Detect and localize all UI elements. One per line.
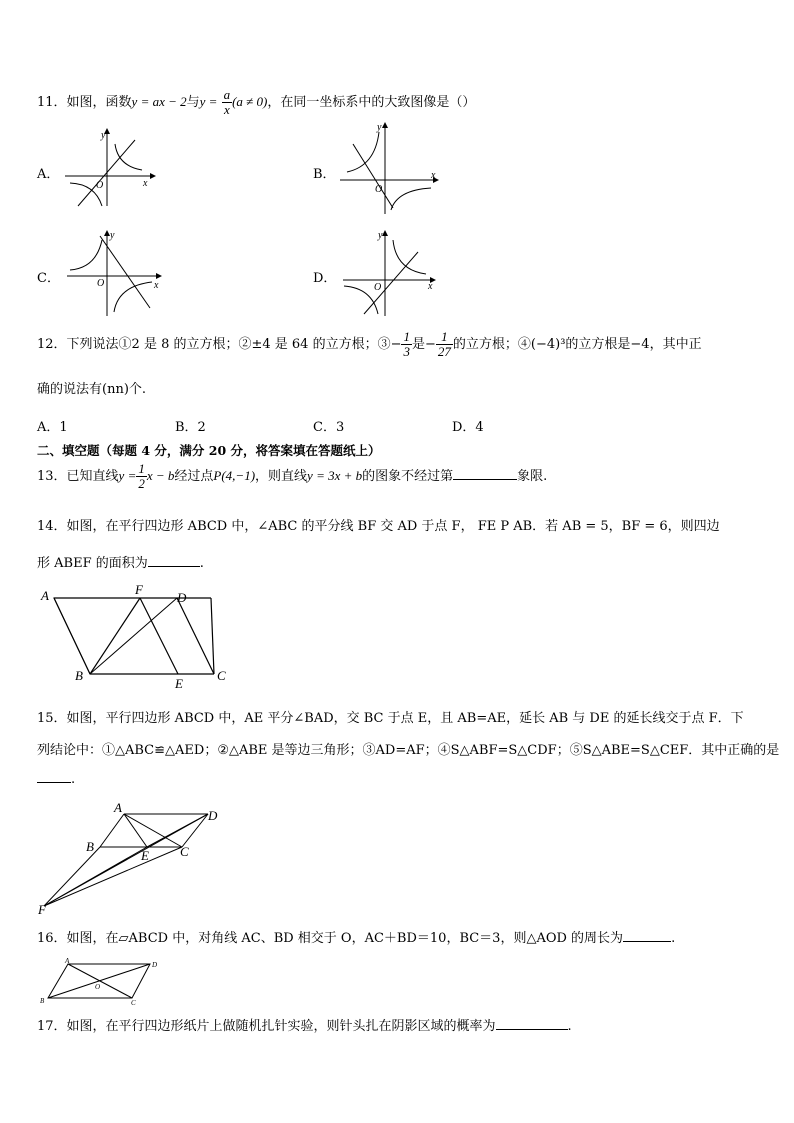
- q12-fraction-1: $\frac{1}{3}$: [403, 329, 410, 359]
- label-c: C: [217, 668, 226, 683]
- label-f: F: [135, 582, 143, 597]
- q12-option-a: A．1: [37, 420, 68, 435]
- q12-option-c: C．3: [313, 420, 345, 435]
- q12-stem-line2: 确的说法有(nn)个.: [37, 382, 147, 397]
- section-heading: 二、填空题（每题 4 分，满分 20 分，将答案填在答题纸上）: [37, 443, 381, 458]
- q15-stem-line2: 列结论中：①△ABC≌△AED；②△ABE 是等边三角形；③AD=AF；④S△ABF=S△CDF；⑤S△ABE=S△CEF．其中正确的是: [37, 743, 780, 758]
- q11-fraction: $\frac{a}{x}$: [223, 87, 231, 117]
- axis-x-label: x: [154, 280, 159, 291]
- axis-x-label: x: [431, 170, 436, 181]
- q11-option-d-label: D．: [313, 271, 337, 286]
- q16-stem: 16．如图，在▱ABCD 中，对角线 AC、BD 相交于 O，AC＋BD＝10，BC＝3，则△AOD 的周长为 .: [37, 931, 676, 946]
- axis-y-label: y: [377, 122, 382, 133]
- label-b: B: [86, 839, 94, 854]
- label-a: A: [114, 800, 122, 815]
- q17-stem: 17．如图，在平行四边形纸片上做随机扎针实验，则针头扎在阴影区域的概率为 .: [37, 1019, 572, 1034]
- axis-x-label: x: [428, 281, 433, 292]
- q11-option-c-label: C．: [37, 271, 60, 286]
- q15-answer-blank: [37, 770, 71, 783]
- q13-fraction: $\frac{1}{2}$: [138, 461, 145, 491]
- label-d: D: [152, 961, 158, 969]
- q16-answer-blank: [623, 929, 671, 942]
- label-a: A: [65, 957, 70, 965]
- label-e: E: [175, 676, 183, 690]
- origin-label: O: [97, 278, 105, 289]
- axis-y-label: y: [101, 130, 106, 141]
- label-b: B: [40, 997, 45, 1005]
- label-o: O: [95, 983, 101, 991]
- origin-label: O: [96, 180, 104, 191]
- q12-stem-line1: 12．下列说法①2 是 8 的立方根；②±4 是 64 的立方根；③− $\frac{1}{3}$ 是− $\frac{1}{27}$ 的立方根；④(−4)³的立方根是−4，其中正: [37, 329, 702, 359]
- label-c: C: [180, 844, 189, 859]
- label-e: E: [141, 848, 149, 863]
- label-c: C: [131, 999, 136, 1007]
- q13-answer-blank: [453, 467, 517, 480]
- q15-figure: [36, 798, 226, 916]
- q11-option-a-label: A．: [37, 167, 60, 182]
- q13-stem: 13．已知直线y = $\frac{1}{2}$ x − b经过点P(4,−1)，则直线y = 3x + b的图象不经过第 象限.: [37, 461, 548, 491]
- q11-graph-a: [60, 126, 160, 208]
- q14-figure: [36, 582, 236, 690]
- label-d: D: [177, 590, 187, 605]
- q14-answer-blank: [148, 554, 200, 567]
- label-b: B: [75, 668, 83, 683]
- q11-option-b-label: B．: [313, 167, 336, 182]
- q11-graph-b: [335, 118, 445, 216]
- origin-label: O: [374, 282, 382, 293]
- q12-option-d: D．4: [452, 420, 484, 435]
- axis-y-label: y: [378, 230, 383, 241]
- label-d: D: [208, 808, 218, 823]
- q15-stem-line3: .: [37, 770, 75, 787]
- q17-answer-blank: [496, 1017, 568, 1030]
- q14-stem-line1: 14．如图，在平行四边形 ABCD 中，∠ABC 的平分线 BF 交 AD 于点 F， FE P AB．若 AB = 5，BF = 6，则四边: [37, 519, 720, 534]
- q12-fraction-2: $\frac{1}{27}$: [437, 329, 451, 359]
- q12-option-b: B．2: [175, 420, 206, 435]
- q16-figure: [38, 955, 164, 1007]
- axis-x-label: x: [143, 178, 148, 189]
- label-f: F: [38, 902, 46, 916]
- q11-stem: 11．如图，函数y = ax − 2与y = $\frac{a}{x}$ (a ≠ 0)，在同一坐标系中的大致图像是（）: [37, 87, 476, 117]
- label-a: A: [41, 588, 49, 603]
- origin-label: O: [375, 184, 383, 195]
- q11-graph-d: [338, 226, 442, 318]
- q15-stem-line1: 15．如图，平行四边形 ABCD 中，AE 平分∠BAD，交 BC 于点 E，且 AB=AE，延长 AB 与 DE 的延长线交于点 F．下: [37, 711, 744, 726]
- axis-y-label: y: [110, 230, 115, 241]
- q14-stem-line2: 形 ABEF 的面积为 .: [37, 556, 204, 571]
- q11-graph-c: [62, 226, 164, 318]
